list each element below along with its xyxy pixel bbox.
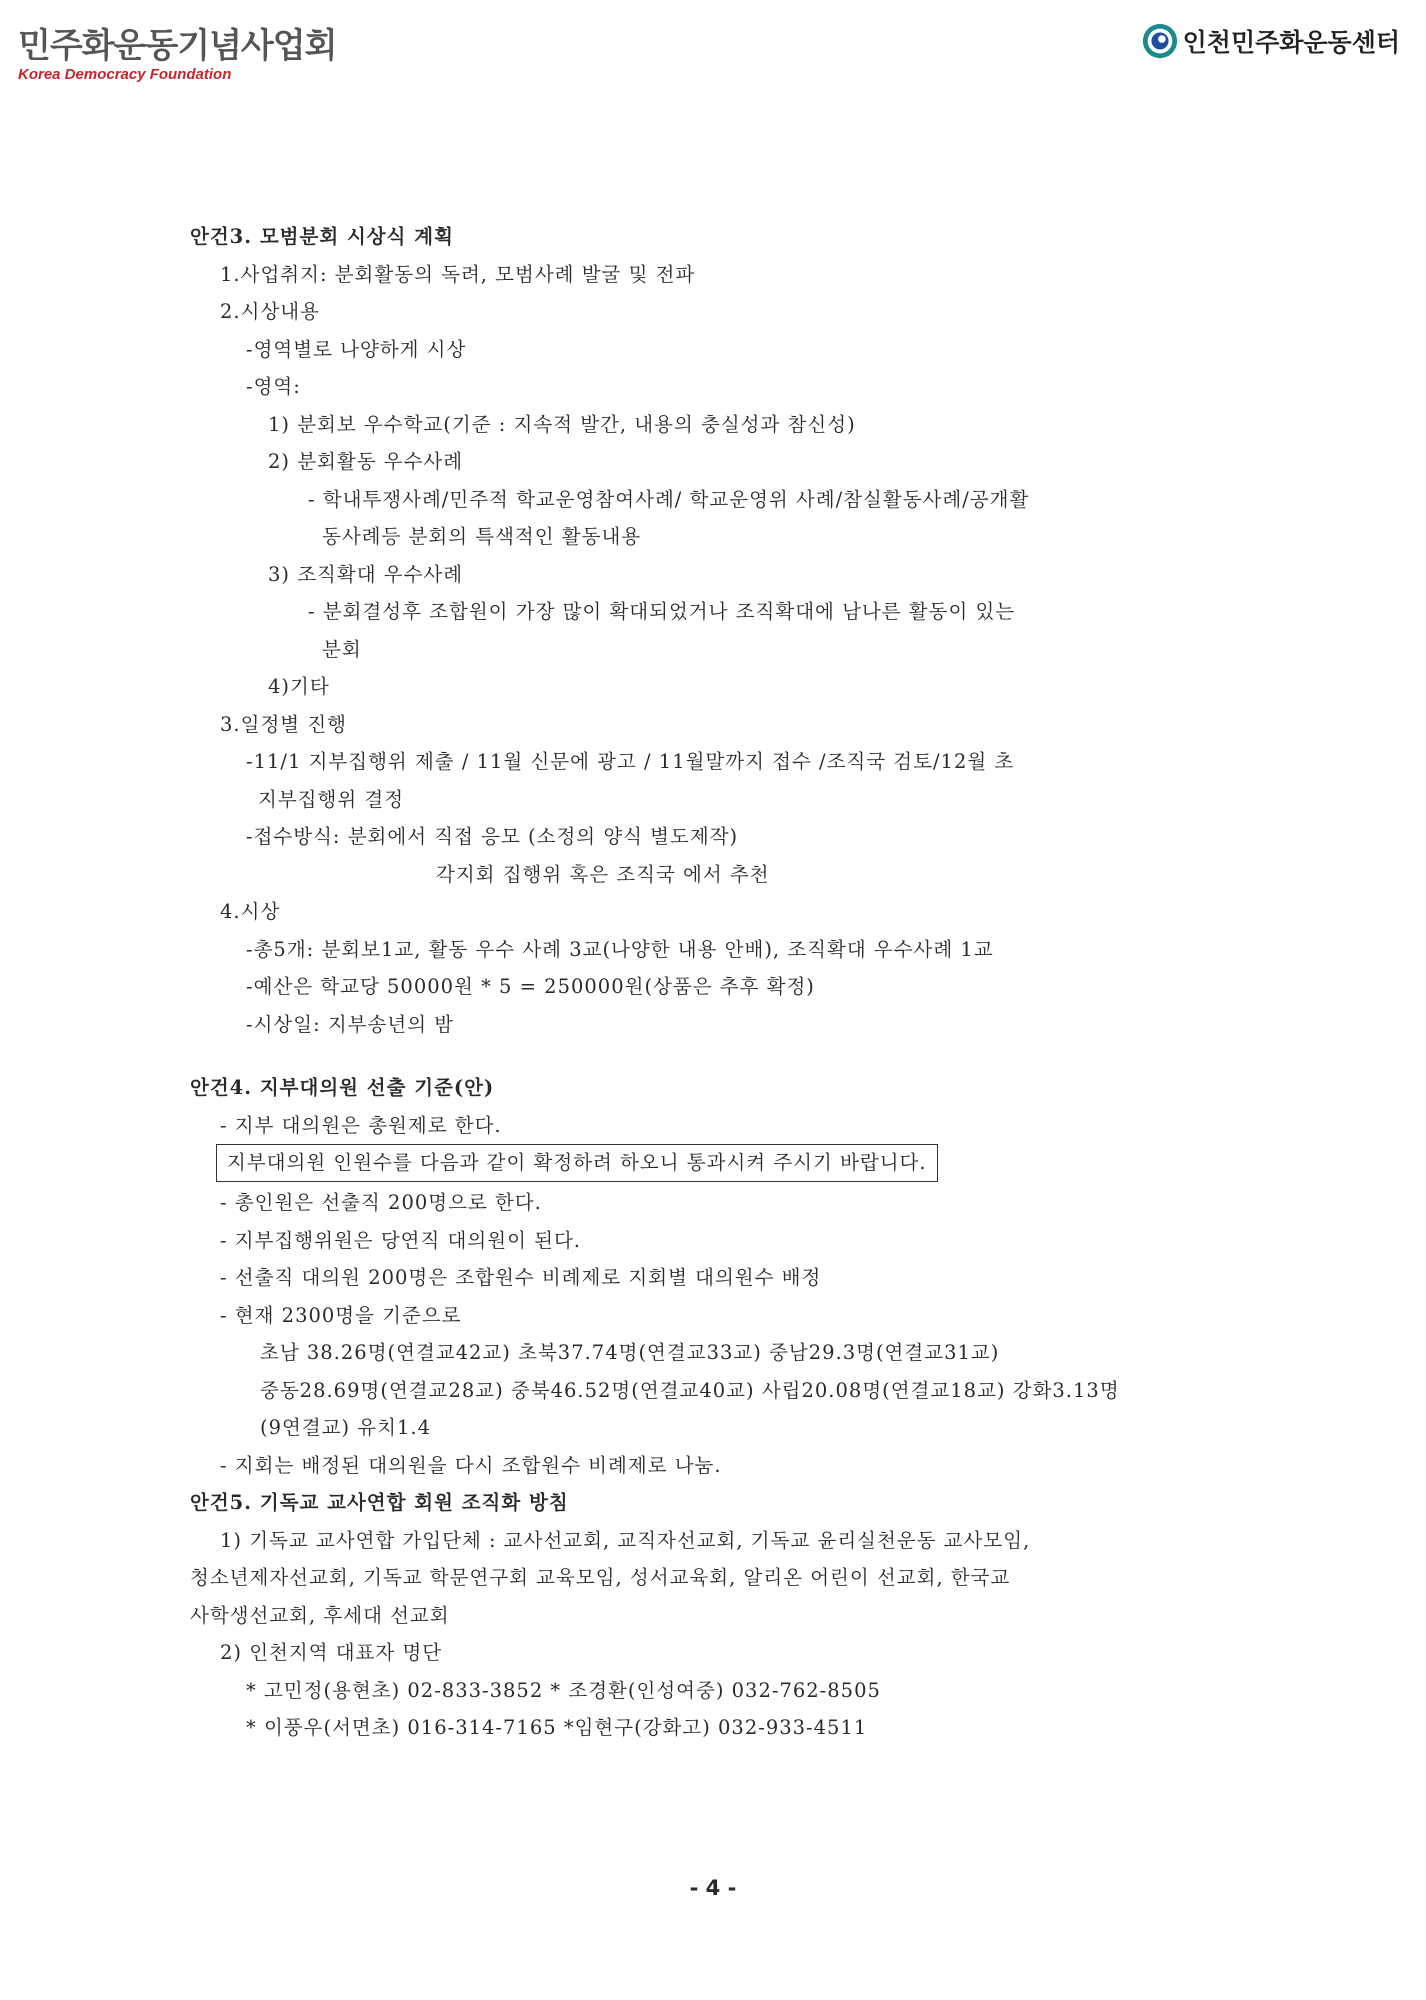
section4-item: - 현재 2300명을 기준으로 [220, 1303, 462, 1327]
kdf-logo-english: Korea Democracy Foundation [18, 66, 232, 83]
section3-item: 2.시상내용 [220, 300, 320, 323]
section3-item: 1.사업취지: 분회활동의 독려, 모범사례 발굴 및 전파 [220, 262, 696, 286]
section3-item: 2) 분회활동 우수사례 [268, 450, 464, 473]
section3-item: -예산은 학교당 50000원 * 5 = 250000원(상품은 추후 확정) [246, 975, 815, 998]
section3-item: - 분회결성후 조합원이 가장 많이 확대되었거나 조직확대에 남나른 활동이 있는 [308, 600, 1016, 623]
section5-item: 사학생선교회, 후세대 선교회 [190, 1603, 450, 1627]
section3-item: -시상일: 지부송년의 밤 [246, 1012, 455, 1036]
section3-item: 3.일정별 진행 [220, 712, 347, 736]
section4-item: - 총인원은 선출직 200명으로 한다. [220, 1191, 542, 1214]
section3-item: 4.시상 [220, 900, 281, 923]
section5-title: 안건5. 기독교 교사연합 회원 조직화 방침 [190, 1491, 569, 1514]
page-header [0, 0, 1426, 100]
section3-item: -총5개: 분회보1교, 활동 우수 사례 3교(나양한 내용 안배), 조직확대 우수사례 1교 [246, 937, 994, 961]
section4-item: - 선출직 대의원 200명은 조합원수 비례제로 지회별 대의원수 배정 [220, 1266, 822, 1289]
incheon-center-name: 인천민주화운동센터 [1182, 28, 1400, 57]
section3-item: 3) 조직확대 우수사례 [268, 562, 464, 586]
section4-boxed-notice: 지부대의원 인원수를 다음과 같이 확정하려 하오니 통과시켜 주시기 바랍니다. [216, 1144, 938, 1182]
section5-item: * 고민정(용현초) 02-833-3852 * 조경환(인성여중) 032-762-8505 [246, 1678, 881, 1702]
section4-boxed-notice-row [190, 1144, 1230, 1184]
section3-item: -11/1 지부집행위 제출 / 11월 신문에 광고 / 11월말까지 접수 /조직국 검토/12월 초 [246, 750, 1015, 773]
section4-item: - 지회는 배정된 대의원을 다시 조합원수 비례제로 나눔. [220, 1453, 722, 1477]
section3-item: - 학내투쟁사례/민주적 학교운영참여사례/ 학교운영위 사례/참실활동사례/공개활 [308, 487, 1030, 511]
section4-item: 중동28.69명(연결교28교) 중북46.52명(연결교40교) 사립20.08명(연결교18교) 강화3.13명 [260, 1378, 1120, 1402]
section4-item: (9연결교) 유치1.4 [260, 1416, 432, 1439]
section3-item: 동사례등 분회의 특색적인 활동내용 [322, 525, 642, 548]
section3-item: 1) 분회보 우수학교(기준 : 지속적 발간, 내용의 충실성과 참신성) [268, 412, 856, 436]
section3-item: -접수방식: 분회에서 직접 응모 (소정의 양식 별도제작) [246, 825, 739, 848]
section3-item: 4)기타 [268, 675, 330, 698]
section4-item: 초남 38.26명(연결교42교) 초북37.74명(연결교33교) 중남29.3명(연결교31교) [260, 1341, 1000, 1364]
section5-item: 청소년제자선교회, 기독교 학문연구회 교육모임, 성서교육회, 알리온 어린이 선교회, 한국교 [190, 1566, 1011, 1589]
document-body [190, 218, 1230, 1747]
section3-item: 각지회 집행위 혹은 조직국 에서 추천 [436, 862, 770, 886]
section3-item: 분회 [322, 637, 362, 661]
section4-item: - 지부 대의원은 총원제로 한다. [220, 1113, 502, 1137]
page-number: - 4 - [689, 1876, 737, 1900]
section3-item: 지부집행위 결정 [258, 787, 405, 811]
section5-item: 1) 기독교 교사연합 가입단체 : 교사선교회, 교직자선교회, 기독교 윤리실천운동 교사모임, [220, 1528, 1031, 1552]
section5-item: * 이풍우(서면초) 016-314-7165 *임현구(강화고) 032-933-4511 [246, 1716, 868, 1739]
kdf-logo-korean: 민주화운동기념사업회 [18, 26, 337, 66]
section3-title: 안건3. 모범분회 시상식 계획 [190, 225, 454, 248]
section4-item: - 지부집행위원은 당연직 대의원이 된다. [220, 1228, 581, 1252]
section3-item: -영역: [246, 375, 301, 398]
incheon-center-logo [1141, 22, 1400, 60]
section5-item: 2) 인천지역 대표자 명단 [220, 1641, 443, 1664]
section3-item: -영역별로 나양하게 시상 [246, 337, 467, 361]
section4-title: 안건4. 지부대의원 선출 기준(안) [190, 1076, 495, 1099]
incheon-center-emblem-icon [1141, 22, 1179, 60]
